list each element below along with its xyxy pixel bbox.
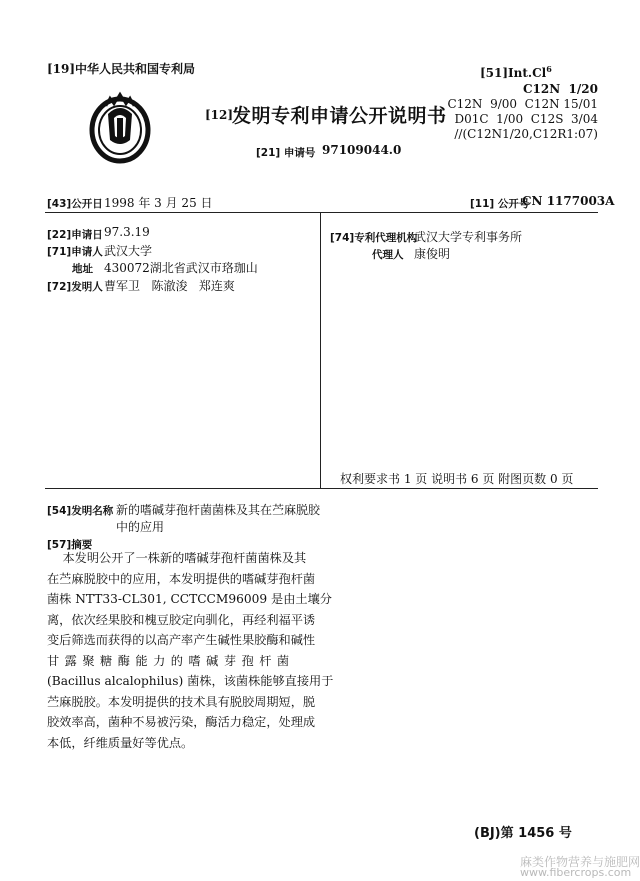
middle-divider [45,488,598,489]
invention-title-line: 中的应用 [116,520,165,534]
abstract-line: 变后筛选而获得的以高产率产生碱性果胶酶和碱性 [47,633,316,647]
ipc-class-line: //(C12N1/20,C12R1:07) [454,127,598,141]
publication-date: 1998 年 3 月 25 日 [104,196,213,210]
filing-date-label: [22]申请日 [47,229,103,241]
ipc-label [480,64,552,80]
application-number: 97109044.0 [322,143,402,157]
address: 430072湖北省武汉市珞珈山 [104,261,258,275]
ipc-label-text: [51]Int.Cl [480,66,547,80]
column-divider [320,212,321,488]
document-serial: (BJ)第 1456 号 [474,826,572,841]
abstract-line: 离，依次经果胶和槐豆胶定向驯化，再经利福平诱 [47,612,316,627]
applicant-label: [71]申请人 [47,246,103,258]
patent-agency: 武汉大学专利事务所 [414,230,523,244]
document-title: 发明专利申请公开说明书 [232,105,447,127]
inventors-label: [72]发明人 [47,281,103,293]
publication-number: CN 1177003A [522,194,615,208]
abstract-line: 菌株 NTT33-CL301, CCTCCM96009 是由土壤分 [47,592,332,606]
invention-title-label: [54]发明名称 [47,505,114,517]
agent: 康俊明 [414,247,451,261]
page-counts: 权利要求书 1 页 说明书 6 页 附图页数 0 页 [340,472,574,486]
watermark-line: 麻类作物营养与施肥网 [520,855,640,869]
ipc-edition: 6 [546,64,552,74]
abstract-body [47,548,334,753]
application-number-label: [21] 申请号 [256,147,316,159]
patent-agency-label: [74]专利代理机构 [330,232,418,244]
address-label: 地址 [72,263,93,275]
publication-number-label: [11] 公开号 [470,198,530,210]
top-divider [45,212,598,213]
national-emblem-icon [88,88,152,166]
abstract-line: 在苎麻脱胶中的应用，本发明提供的嗜碱芽孢杆菌 [47,571,316,586]
agent-label: 代理人 [372,249,404,261]
abstract-label: [57]摘要 [47,539,93,551]
ipc-class-line: C12N 9/00 C12N 15/01 [447,97,598,111]
patent-office-name: [19]中华人民共和国专利局 [47,62,196,76]
filing-date: 97.3.19 [104,225,150,239]
abstract-line: 甘露聚糖酶能力的嗜碱芽孢杆菌 [47,653,295,668]
publication-date-label: [43]公开日 [47,198,103,210]
inventors: 曹军卫 陈澈浚 郑连爽 [104,279,235,293]
ipc-class-line: D01C 1/00 C12S 3/04 [454,112,598,126]
applicant: 武汉大学 [104,244,153,258]
watermark-url: www.fibercrops.com [520,866,632,879]
abstract-line: 本发明公开了一株新的嗜碱芽孢杆菌菌株及其 [47,551,307,565]
doc-type-code: [12] [205,108,234,122]
abstract-line: (Bacillus alcalophilus) 菌株，该菌株能够直接用于 [47,674,334,688]
ipc-main-class: C12N 1/20 [522,82,598,96]
invention-title-line: 新的嗜碱芽孢杆菌菌株及其在苎麻脱胶 [116,503,321,517]
abstract-line: 苎麻脱胶。本发明提供的技术具有脱胶周期短，脱 [47,694,316,709]
abstract-line: 胶效率高，菌种不易被污染，酶活力稳定，处理成 [47,715,316,729]
abstract-line: 本低，纤维质量好等优点。 [47,735,194,750]
